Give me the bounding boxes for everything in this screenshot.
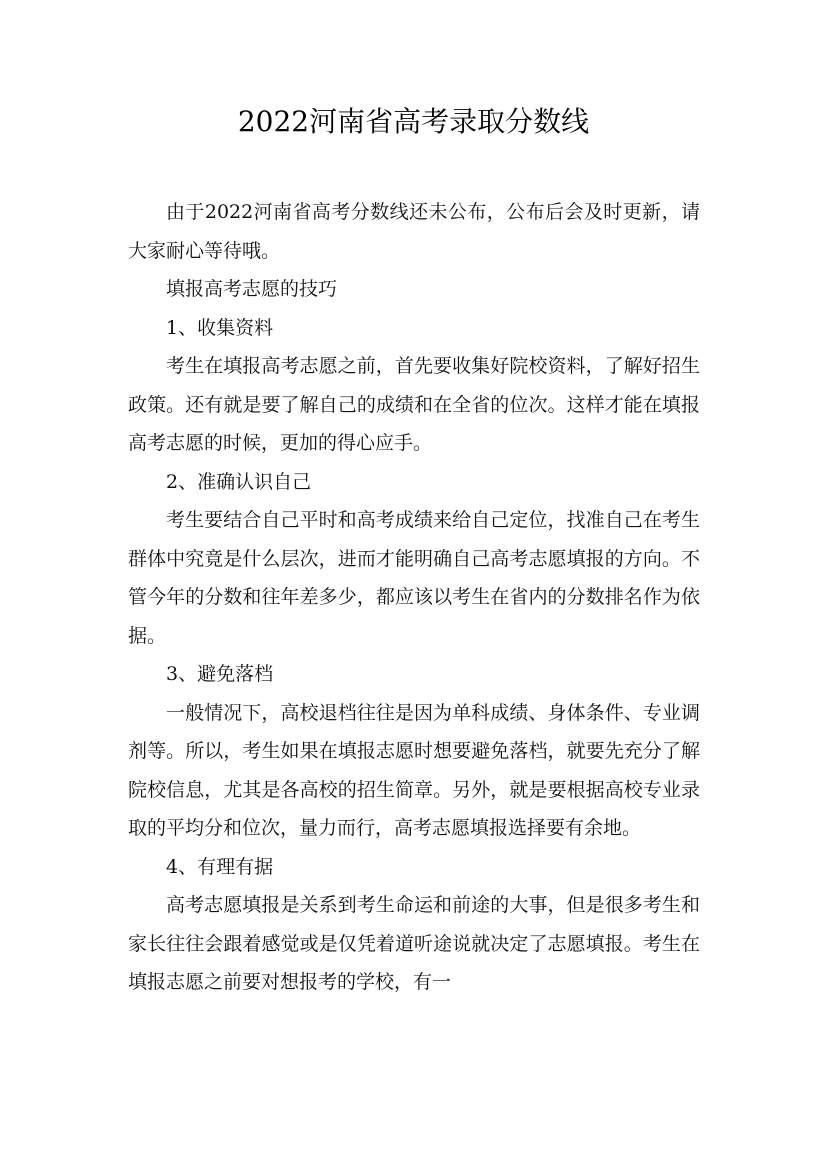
page-title: 2022河南省高考录取分数线: [237, 105, 590, 138]
intro-paragraph: 由于2022河南省高考分数线还未公布，公布后会及时更新，请大家耐心等待哦。: [128, 201, 700, 262]
tip-heading-2: 2、准确认识自己: [166, 470, 312, 493]
tip-paragraph-4: 高考志愿填报是关系到考生命运和前途的大事，但是很多考生和家长往往会跟着感觉或是仅凭着道听途说就决定了志愿填报。考生在填报志愿之前要对想报考的学校，有一: [128, 894, 700, 993]
tip-paragraph-3: 一般情况下，高校退档往往是因为单科成绩、身体条件、专业调剂等。所以，考生如果在填报志愿时想要避免落档，就要先充分了解院校信息，尤其是各高校的招生简章。另外，就是要根据高校专业录取的平均分和位次，量力而行，高考志愿填报选择要有余地。: [128, 701, 700, 839]
tip-heading-3: 3、避免落档: [166, 663, 274, 685]
tip-paragraph-1: 考生在填报高考志愿之前，首先要收集好院校资料，了解好招生政策。还有就是要了解自己的成绩和在全省的位次。这样才能在填报高考志愿的时候，更加的得心应手。: [128, 355, 700, 454]
section-heading: 填报高考志愿的技巧: [166, 278, 338, 300]
document-body: [128, 193, 700, 1002]
tip-paragraph-2: 考生要结合自己平时和高考成绩来给自己定位，找准自己在考生群体中究竟是什么层次，进而才能明确自己高考志愿填报的方向。不管今年的分数和往年差多少，都应该以考生在省内的分数排名作为依据。: [128, 509, 700, 647]
tip-heading-4: 4、有理有据: [166, 855, 274, 878]
tip-heading-1: 1、收集资料: [166, 316, 274, 339]
